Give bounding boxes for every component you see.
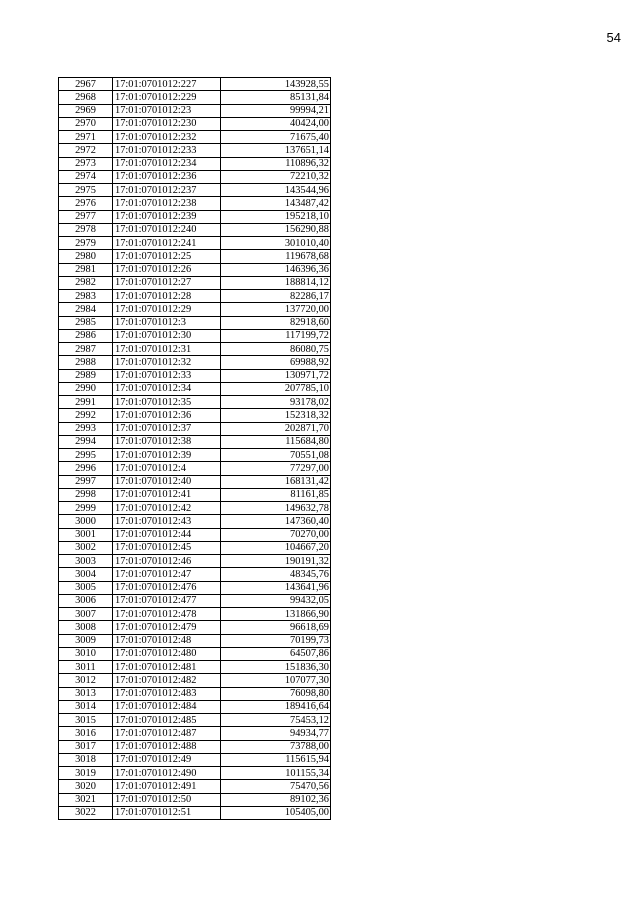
value-cell: 301010,40 [221, 237, 331, 250]
cadastral-number-cell: 17:01:0701012:23 [113, 104, 221, 117]
value-cell: 70551,08 [221, 449, 331, 462]
row-number-cell: 2978 [59, 223, 113, 236]
cadastral-number-cell: 17:01:0701012:34 [113, 382, 221, 395]
table-row [59, 409, 331, 422]
row-number-cell: 3013 [59, 687, 113, 700]
row-number-cell: 3016 [59, 727, 113, 740]
cadastral-number-cell: 17:01:0701012:25 [113, 250, 221, 263]
cadastral-number-cell: 17:01:0701012:32 [113, 356, 221, 369]
value-cell: 82918,60 [221, 316, 331, 329]
value-cell: 99994,21 [221, 104, 331, 117]
row-number-cell: 2975 [59, 184, 113, 197]
cadastral-number-cell: 17:01:0701012:36 [113, 409, 221, 422]
table-row [59, 263, 331, 276]
cadastral-number-cell: 17:01:0701012:485 [113, 714, 221, 727]
row-number-cell: 2976 [59, 197, 113, 210]
cadastral-number-cell: 17:01:0701012:478 [113, 608, 221, 621]
value-cell: 101155,34 [221, 767, 331, 780]
row-number-cell: 3022 [59, 806, 113, 819]
table-row [59, 780, 331, 793]
value-cell: 48345,76 [221, 568, 331, 581]
table-row [59, 528, 331, 541]
cadastral-number-cell: 17:01:0701012:227 [113, 78, 221, 91]
table-row [59, 581, 331, 594]
table-row [59, 276, 331, 289]
cadastral-number-cell: 17:01:0701012:236 [113, 170, 221, 183]
value-cell: 73788,00 [221, 740, 331, 753]
table-row [59, 290, 331, 303]
row-number-cell: 3002 [59, 541, 113, 554]
row-number-cell: 2999 [59, 502, 113, 515]
cadastral-number-cell: 17:01:0701012:487 [113, 727, 221, 740]
table-row [59, 210, 331, 223]
table-row [59, 661, 331, 674]
value-cell: 143544,96 [221, 184, 331, 197]
value-cell: 151836,30 [221, 661, 331, 674]
row-number-cell: 3001 [59, 528, 113, 541]
table-row [59, 621, 331, 634]
cadastral-number-cell: 17:01:0701012:4 [113, 462, 221, 475]
row-number-cell: 2989 [59, 369, 113, 382]
table-row [59, 144, 331, 157]
table-row [59, 356, 331, 369]
value-cell: 115615,94 [221, 753, 331, 766]
table-row [59, 382, 331, 395]
table-row [59, 316, 331, 329]
row-number-cell: 2981 [59, 263, 113, 276]
cadastral-number-cell: 17:01:0701012:31 [113, 343, 221, 356]
cadastral-number-cell: 17:01:0701012:483 [113, 687, 221, 700]
table-row [59, 714, 331, 727]
cadastral-number-cell: 17:01:0701012:241 [113, 237, 221, 250]
cadastral-number-cell: 17:01:0701012:45 [113, 541, 221, 554]
value-cell: 86080,75 [221, 343, 331, 356]
table-row [59, 555, 331, 568]
value-cell: 94934,77 [221, 727, 331, 740]
row-number-cell: 2980 [59, 250, 113, 263]
value-cell: 146396,36 [221, 263, 331, 276]
cadastral-number-cell: 17:01:0701012:484 [113, 700, 221, 713]
table-row [59, 502, 331, 515]
table-row [59, 78, 331, 91]
cadastral-number-cell: 17:01:0701012:491 [113, 780, 221, 793]
table-row [59, 117, 331, 130]
table-row [59, 197, 331, 210]
cadastral-number-cell: 17:01:0701012:479 [113, 621, 221, 634]
cadastral-number-cell: 17:01:0701012:46 [113, 555, 221, 568]
cadastral-number-cell: 17:01:0701012:239 [113, 210, 221, 223]
cadastral-number-cell: 17:01:0701012:33 [113, 369, 221, 382]
table-row [59, 488, 331, 501]
value-cell: 130971,72 [221, 369, 331, 382]
row-number-cell: 2986 [59, 329, 113, 342]
table-row [59, 329, 331, 342]
row-number-cell: 2984 [59, 303, 113, 316]
row-number-cell: 2972 [59, 144, 113, 157]
table-body [59, 78, 331, 820]
value-cell: 104667,20 [221, 541, 331, 554]
row-number-cell: 3015 [59, 714, 113, 727]
table-row [59, 515, 331, 528]
value-cell: 107077,30 [221, 674, 331, 687]
row-number-cell: 3003 [59, 555, 113, 568]
value-cell: 89102,36 [221, 793, 331, 806]
cadastral-number-cell: 17:01:0701012:50 [113, 793, 221, 806]
value-cell: 105405,00 [221, 806, 331, 819]
cadastral-number-cell: 17:01:0701012:39 [113, 449, 221, 462]
table-row [59, 91, 331, 104]
value-cell: 115684,80 [221, 435, 331, 448]
value-cell: 64507,86 [221, 647, 331, 660]
table-row [59, 568, 331, 581]
cadastral-number-cell: 17:01:0701012:28 [113, 290, 221, 303]
cadastral-number-cell: 17:01:0701012:238 [113, 197, 221, 210]
cadastral-number-cell: 17:01:0701012:41 [113, 488, 221, 501]
value-cell: 143641,96 [221, 581, 331, 594]
row-number-cell: 3019 [59, 767, 113, 780]
table-row [59, 634, 331, 647]
row-number-cell: 3012 [59, 674, 113, 687]
value-cell: 195218,10 [221, 210, 331, 223]
value-cell: 202871,70 [221, 422, 331, 435]
table-row [59, 594, 331, 607]
value-cell: 69988,92 [221, 356, 331, 369]
cadastral-number-cell: 17:01:0701012:27 [113, 276, 221, 289]
value-cell: 40424,00 [221, 117, 331, 130]
table-row [59, 104, 331, 117]
cadastral-number-cell: 17:01:0701012:35 [113, 396, 221, 409]
cadastral-number-cell: 17:01:0701012:42 [113, 502, 221, 515]
cadastral-number-cell: 17:01:0701012:240 [113, 223, 221, 236]
value-cell: 207785,10 [221, 382, 331, 395]
table-row [59, 793, 331, 806]
value-cell: 93178,02 [221, 396, 331, 409]
table-row [59, 237, 331, 250]
value-cell: 188814,12 [221, 276, 331, 289]
row-number-cell: 2997 [59, 475, 113, 488]
value-cell: 147360,40 [221, 515, 331, 528]
table-row [59, 647, 331, 660]
row-number-cell: 3010 [59, 647, 113, 660]
row-number-cell: 3006 [59, 594, 113, 607]
row-number-cell: 2990 [59, 382, 113, 395]
row-number-cell: 2992 [59, 409, 113, 422]
cadastral-number-cell: 17:01:0701012:30 [113, 329, 221, 342]
cadastral-number-cell: 17:01:0701012:43 [113, 515, 221, 528]
cadastral-number-cell: 17:01:0701012:480 [113, 647, 221, 660]
row-number-cell: 3005 [59, 581, 113, 594]
table-row [59, 753, 331, 766]
table-row [59, 303, 331, 316]
table-row [59, 608, 331, 621]
cadastral-number-cell: 17:01:0701012:232 [113, 131, 221, 144]
value-cell: 96618,69 [221, 621, 331, 634]
value-cell: 71675,40 [221, 131, 331, 144]
row-number-cell: 2987 [59, 343, 113, 356]
table-row [59, 223, 331, 236]
row-number-cell: 3009 [59, 634, 113, 647]
value-cell: 72210,32 [221, 170, 331, 183]
table-row [59, 674, 331, 687]
value-cell: 82286,17 [221, 290, 331, 303]
cadastral-number-cell: 17:01:0701012:488 [113, 740, 221, 753]
cadastral-number-cell: 17:01:0701012:229 [113, 91, 221, 104]
row-number-cell: 3007 [59, 608, 113, 621]
cadastral-number-cell: 17:01:0701012:234 [113, 157, 221, 170]
row-number-cell: 3000 [59, 515, 113, 528]
table-row [59, 396, 331, 409]
table-row [59, 541, 331, 554]
table-row [59, 767, 331, 780]
cadastral-number-cell: 17:01:0701012:477 [113, 594, 221, 607]
table-row [59, 422, 331, 435]
value-cell: 189416,64 [221, 700, 331, 713]
row-number-cell: 3008 [59, 621, 113, 634]
table-row [59, 727, 331, 740]
row-number-cell: 3004 [59, 568, 113, 581]
cadastral-number-cell: 17:01:0701012:482 [113, 674, 221, 687]
row-number-cell: 2985 [59, 316, 113, 329]
row-number-cell: 2979 [59, 237, 113, 250]
table-row [59, 700, 331, 713]
cadastral-number-cell: 17:01:0701012:233 [113, 144, 221, 157]
value-cell: 85131,84 [221, 91, 331, 104]
row-number-cell: 3011 [59, 661, 113, 674]
table-row [59, 343, 331, 356]
row-number-cell: 2973 [59, 157, 113, 170]
table-row [59, 369, 331, 382]
row-number-cell: 3020 [59, 780, 113, 793]
table-row [59, 170, 331, 183]
value-cell: 117199,72 [221, 329, 331, 342]
value-cell: 137651,14 [221, 144, 331, 157]
row-number-cell: 2998 [59, 488, 113, 501]
row-number-cell: 2993 [59, 422, 113, 435]
value-cell: 168131,42 [221, 475, 331, 488]
row-number-cell: 2994 [59, 435, 113, 448]
cadastral-number-cell: 17:01:0701012:476 [113, 581, 221, 594]
value-cell: 99432,05 [221, 594, 331, 607]
cadastral-number-cell: 17:01:0701012:44 [113, 528, 221, 541]
row-number-cell: 3014 [59, 700, 113, 713]
cadastral-number-cell: 17:01:0701012:47 [113, 568, 221, 581]
table-row [59, 131, 331, 144]
row-number-cell: 2969 [59, 104, 113, 117]
value-cell: 143928,55 [221, 78, 331, 91]
row-number-cell: 2991 [59, 396, 113, 409]
row-number-cell: 3017 [59, 740, 113, 753]
value-cell: 119678,68 [221, 250, 331, 263]
row-number-cell: 2996 [59, 462, 113, 475]
table-row [59, 184, 331, 197]
row-number-cell: 2968 [59, 91, 113, 104]
row-number-cell: 2970 [59, 117, 113, 130]
value-cell: 77297,00 [221, 462, 331, 475]
row-number-cell: 2988 [59, 356, 113, 369]
table-row [59, 687, 331, 700]
row-number-cell: 2983 [59, 290, 113, 303]
row-number-cell: 2982 [59, 276, 113, 289]
cadastral-number-cell: 17:01:0701012:3 [113, 316, 221, 329]
table-row [59, 740, 331, 753]
row-number-cell: 2974 [59, 170, 113, 183]
value-cell: 131866,90 [221, 608, 331, 621]
value-cell: 76098,80 [221, 687, 331, 700]
cadastral-number-cell: 17:01:0701012:237 [113, 184, 221, 197]
cadastral-number-cell: 17:01:0701012:48 [113, 634, 221, 647]
row-number-cell: 2995 [59, 449, 113, 462]
row-number-cell: 3021 [59, 793, 113, 806]
cadastral-number-cell: 17:01:0701012:51 [113, 806, 221, 819]
cadastral-number-cell: 17:01:0701012:29 [113, 303, 221, 316]
cadastral-number-cell: 17:01:0701012:49 [113, 753, 221, 766]
row-number-cell: 2977 [59, 210, 113, 223]
table-row [59, 475, 331, 488]
cadastral-number-cell: 17:01:0701012:26 [113, 263, 221, 276]
table-row [59, 806, 331, 819]
value-cell: 152318,32 [221, 409, 331, 422]
value-cell: 70199,73 [221, 634, 331, 647]
table-row [59, 250, 331, 263]
cadastral-number-cell: 17:01:0701012:40 [113, 475, 221, 488]
value-cell: 156290,88 [221, 223, 331, 236]
value-cell: 70270,00 [221, 528, 331, 541]
row-number-cell: 3018 [59, 753, 113, 766]
cadastral-number-cell: 17:01:0701012:490 [113, 767, 221, 780]
row-number-cell: 2971 [59, 131, 113, 144]
value-cell: 75453,12 [221, 714, 331, 727]
cadastral-number-cell: 17:01:0701012:230 [113, 117, 221, 130]
table-row [59, 435, 331, 448]
table-row [59, 449, 331, 462]
value-cell: 110896,32 [221, 157, 331, 170]
value-cell: 143487,42 [221, 197, 331, 210]
value-cell: 149632,78 [221, 502, 331, 515]
page-number: 54 [606, 30, 621, 45]
table-row [59, 157, 331, 170]
cadastral-number-cell: 17:01:0701012:481 [113, 661, 221, 674]
row-number-cell: 2967 [59, 78, 113, 91]
value-cell: 137720,00 [221, 303, 331, 316]
value-cell: 190191,32 [221, 555, 331, 568]
value-cell: 81161,85 [221, 488, 331, 501]
cadastral-number-cell: 17:01:0701012:38 [113, 435, 221, 448]
table-row [59, 462, 331, 475]
cadastral-number-cell: 17:01:0701012:37 [113, 422, 221, 435]
cadastral-value-table [58, 77, 331, 820]
value-cell: 75470,56 [221, 780, 331, 793]
